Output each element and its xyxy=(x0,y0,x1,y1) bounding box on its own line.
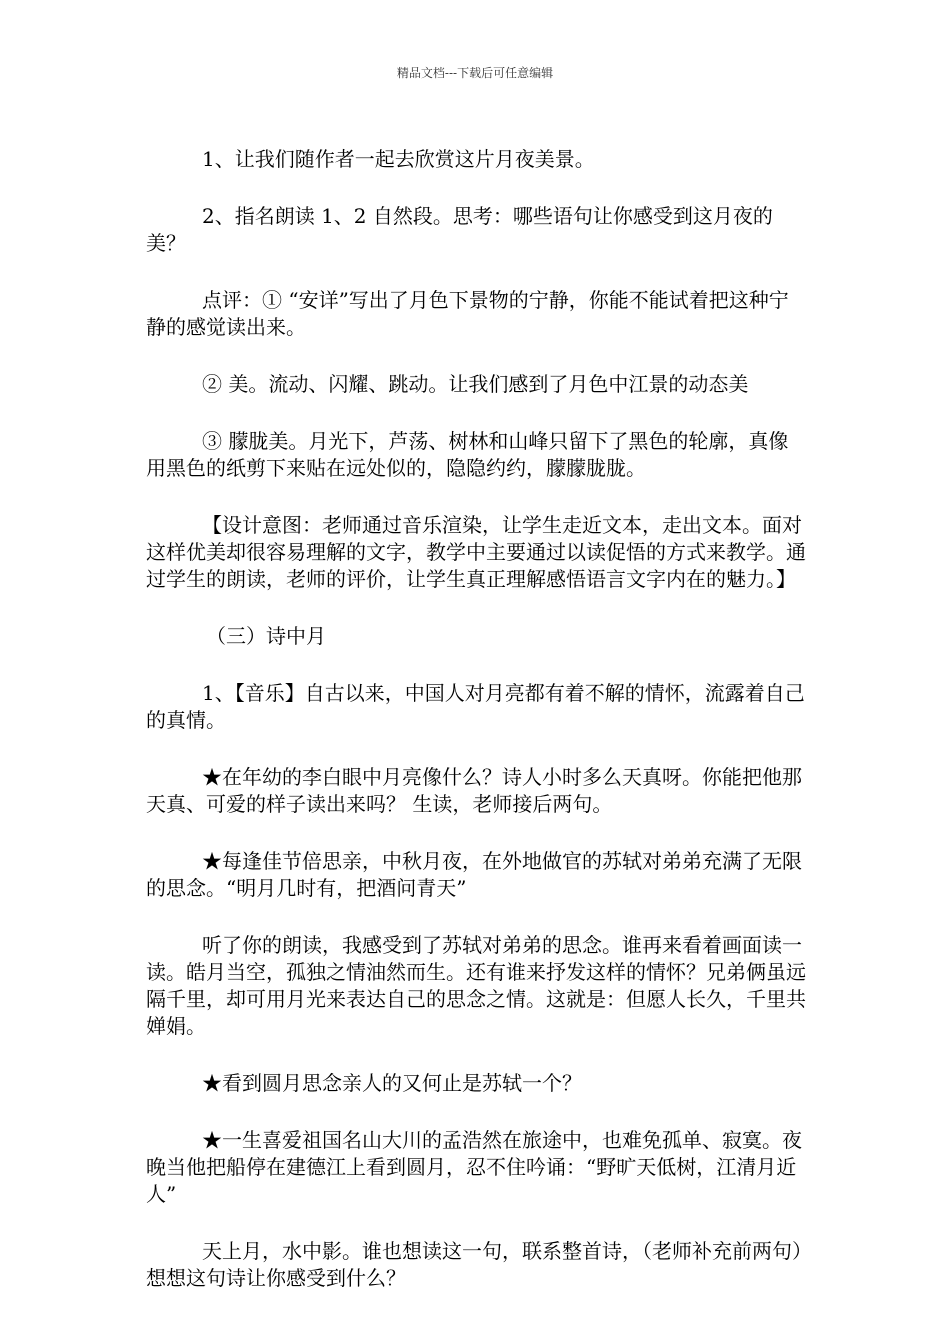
paragraph-moon-reflection: 天上月，水中影。谁也想读这一句，联系整首诗，（老师补充前两句）想想这句诗让你感受到什么？ xyxy=(146,1239,802,1290)
paragraph-hazy-beauty: ③ 朦胧美。月光下，芦荡、树林和山峰只留下了黑色的轮廓，真像用黑色的纸剪下来贴在远处似的，隐隐约约，朦朦胧胧。 xyxy=(146,429,789,480)
paragraph-1: 1、让我们随作者一起去欣赏这片月夜美景。 xyxy=(202,147,595,171)
paragraph-2: 2、指名朗读 1、2 自然段。思考：哪些语句让你感受到这月夜的美？ xyxy=(146,204,773,255)
page-header: 精品文档---下载后可任意编辑 xyxy=(396,66,554,80)
paragraph-design-intent: 【设计意图：老师通过音乐渲染，让学生走近文本，走出文本。面对这样优美却很容易理解的文字，教学中主要通过以读促悟的方式来教学。通过学生的朗读，老师的评价，让学生真正理解感悟语言文字内在的魅力。】 xyxy=(146,513,806,591)
paragraph-libai: ★在年幼的李白眼中月亮像什么？诗人小时多么天真呀。你能把他那天真、可爱的样子读出来吗？ 生读，老师接后两句。 xyxy=(146,765,802,816)
paragraph-comment: 点评：① “安详”写出了月色下景物的宁静，你能不能试着把这种宁静的感觉读出来。 xyxy=(146,288,789,339)
section-heading: （三）诗中月 xyxy=(206,624,326,648)
paragraph-menghaoran: ★一生喜爱祖国名山大川的孟浩然在旅途中，也难免孤单、寂寞。夜晚当他把船停在建德江上看到圆月，忍不住吟诵：“野旷天低树，江清月近人” xyxy=(146,1128,802,1206)
paragraph-music: 1、【音乐】自古以来，中国人对月亮都有着不解的情怀，流露着自己的真情。 xyxy=(146,681,805,732)
paragraph-reading-feedback: 听了你的朗读，我感受到了苏轼对弟弟的思念。谁再来看着画面读一读。皓月当空，孤独之情油然而生。还有谁来抒发这样的情怀？兄弟俩虽远隔千里，却可用月光来表达自己的思念之情。这就是：但愿人长久，千里共婵娟。 xyxy=(146,933,806,1038)
document-body xyxy=(146,146,806,1322)
paragraph-question: ★看到圆月思念亲人的又何止是苏轼一个？ xyxy=(202,1071,582,1095)
paragraph-sushi: ★每逢佳节倍思亲，中秋月夜，在外地做官的苏轼对弟弟充满了无限的思念。“明月几时有，把酒问青天” xyxy=(146,849,802,900)
paragraph-dynamic-beauty: ② 美。流动、闪耀、跳动。让我们感到了月色中江景的动态美 xyxy=(202,372,749,396)
